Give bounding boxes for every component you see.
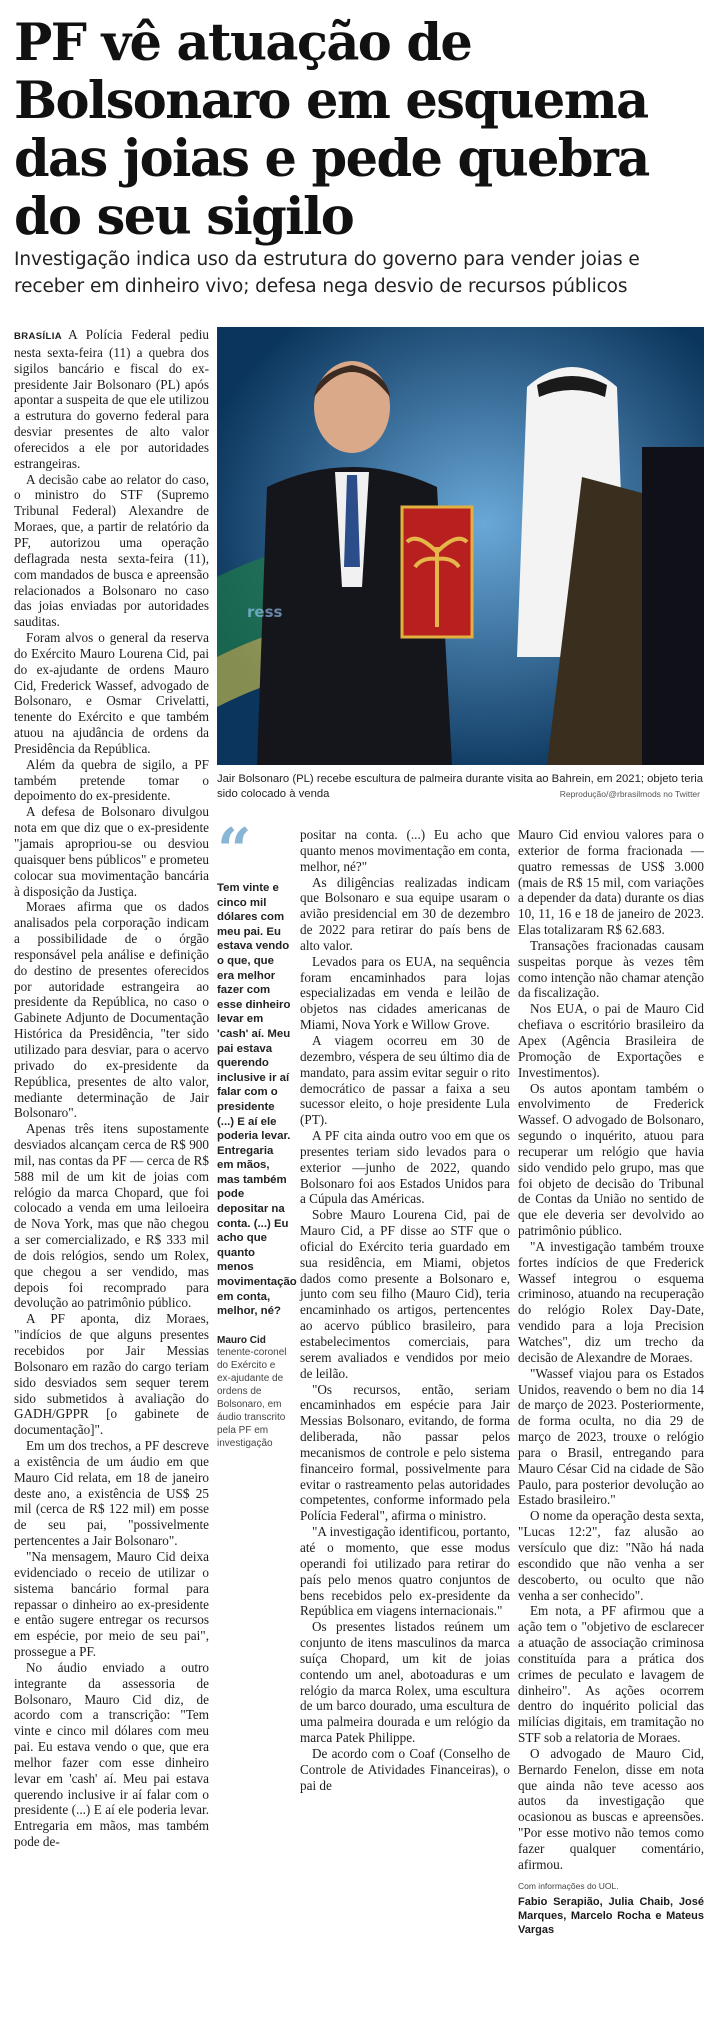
quote-author-role: tenente-coronel do Exército e ex-ajudante de ordens de Bolsonaro, em áudio transcrito pela PF em investigação [217,1346,287,1449]
paragraph: Em um dos trechos, a PF descreve a existência de um áudio em que Mauro Cid relata, em 18 de janeiro deste ano, a existência de US$ 25 mil (cerca de R$ 122 mil) em posse de seu pai, "possivelmente pertencentes a Jair Bolsonaro". [14,1438,209,1549]
quote-text: Tem vinte e cinco mil dólares com meu pai. Eu estava vendo o que, que era melhor fazer com esse dinheiro levar em 'cash' aí. Meu pai estava querendo inclusive ir aí falar com o presidente (...) E aí ele poderia levar. Entregaria em mãos, mas também pode depositar na conta. (...) Eu acho que quanto menos movimentação em conta, melhor, né? [217,882,297,1318]
paragraph: Em nota, a PF afirmou que a ação tem o "objetivo de esclarecer a atuação de associação criminosa constituída para a prática dos crimes de peculato e lavagem de dinheiro". As ações ocorrem dentro do inquérito policial das milícias digitais, em tramitação no STF sob a relatoria de Moraes. [518,1603,704,1746]
paragraph: Os presentes listados reúnem um conjunto de itens masculinos da marca suíça Chopard, um kit de joias contendo um anel, abotoaduras e um relógio da marca Rolex, uma escultura de um barco dourado, uma escultura de uma palmeira dourada e um relógio da marca Patek Philippe. [300,1619,510,1746]
author-byline: Fabio Serapião, Julia Chaib, José Marques, Marcelo Rocha e Mateus Vargas [518,1895,704,1936]
subheadline: Investigação indica uso da estrutura do governo para vender joias e receber em dinheiro vivo; defesa nega desvio de recursos públicos [14,249,640,297]
paragraph: As diligências realizadas indicam que Bolsonaro e sua equipe usaram o avião presidencial em 30 de dezembro de 2022 para retirar do país bens de alto valor. [300,874,510,953]
bahrain-visit-photo [217,327,704,765]
paragraph: BRASÍLIA A Polícia Federal pediu nesta sexta-feira (11) a quebra dos sigilos bancário e fiscal do ex-presidente Jair Bolsonaro (PL) após apontar a suspeita de que ele utilizou a estrutura do governo federal para desviar presentes de alto valor oferecidos a ele por autoridades estrangeiras. [14,327,209,471]
paragraph: Levados para os EUA, na sequência foram encaminhados para lojas especializadas em venda e leilão de objetos nas cidades americanas de Miami, Nova York e Willow Grove. [300,953,510,1033]
paragraph: Apenas três itens supostamente desviados alcançam cerca de R$ 900 mil, nas contas da PF — cerca de R$ 588 mil de um kit de joias com relógio da marca Chopard, que foi colocado a venda em uma leiloeira de Nova York, mas que não chegou a ser comercializado, e R$ 333 mil de dois relógios, sendo um Rolex, que chegou a ser vendido, mas depois foi recomprado para devolução ao patrimônio público. [14,1121,209,1311]
paragraph: Além da quebra de sigilo, a PF também pretende tomar o depoimento do ex-presidente. [14,756,209,804]
paragraph: "Na mensagem, Mauro Cid deixa evidenciado o receio de utilizar o sistema bancário formal para repassar o dinheiro ao ex-presidente e então sugere entregar os recursos em espécie, por meio de seu pai", prossegue a PF. [14,1548,209,1660]
photo-credit: Reprodução/@rbrasilmods no Twitter [559,789,700,799]
paragraph: Moraes afirma que os dados analisados pela corporação indicam a possibilidade de o órgão responsável pela análise e definição do destino de presentes oferecidos por autoridade estrangeira ao presidente da República, no caso o Gabinete Adjunto de Documentação Histórica da Presidência, "ter sido utilizado para desviar, para o acervo privado do ex-presidente da República, presentes de alto valor, mediante determinação de Jair Bolsonaro". [14,899,209,1121]
article-column-2 [300,827,510,1793]
article-column-3 [518,827,704,1937]
dateline: BRASÍLIA [14,331,63,342]
svg-text:ress: ress [247,603,283,621]
paragraph: Mauro Cid enviou valores para o exterior de forma fracionada —quatro remessas de US$ 3.000 (mais de R$ 15 mil, com variações a depender da data) durante os dias 10, 11, 16 e 18 de janeiro de 2023. Elas totalizaram R$ 62.683. [518,827,704,938]
paragraph: A defesa de Bolsonaro divulgou nota em que diz que o ex-presidente "jamais apropriou-se ou desviou quaisquer bens públicos" e prometeu colocar sua movimentação bancária à disposição da Justiça. [14,804,209,899]
paragraph: Transações fracionadas causam suspeitas porque às vezes têm como intenção não chamar atenção da fiscalização. [518,937,704,1001]
paragraph: Nos EUA, o pai de Mauro Cid chefiava o escritório brasileiro da Apex (Agência Brasileira de Promoção de Exportações e Investimentos). [518,1001,704,1080]
paragraph: A PF aponta, diz Moraes, "indícios de que alguns presentes recebidos por Jair Messias Bolsonaro em razão do cargo teriam sido desviados sem sequer terem sido submetidos à avaliação do GADH/GPPR [o gabinete de documentação]". [14,1311,209,1438]
paragraph: "A investigação também trouxe fortes indícios de que Frederick Wassef integrou o esquema criminoso, atuando na recuperação do relógio Rolex Day-Date, vendido para a loja Precision Watches", diz um trecho da decisão de Alexandre de Moraes. [518,1238,704,1365]
paragraph: A PF cita ainda outro voo em que os presentes teriam sido levados para o exterior —junho de 2022, quando Bolsonaro foi aos Estados Unidos para a Cúpula das Américas. [300,1128,510,1207]
paragraph: "Wassef viajou para os Estados Unidos, reavendo o bem no dia 14 de março de 2023. Posteriormente, de forma oculta, no dia 29 de março de 2023, trouxe o relógio para o Brasil, entregando para Mauro César Cid na cidade de São Paulo, para posterior devolução ao Estado brasileiro." [518,1365,704,1508]
headline: PF vê atuação de Bolsonaro em esquema das joias e pede quebra do seu sigilo [14,13,649,247]
quote-author: Mauro Cid [217,1334,266,1346]
photo-caption: Jair Bolsonaro (PL) recebe escultura de palmeira durante visita ao Bahrein, em 2021; objeto teria sido colocado à venda [217,773,704,800]
paragraph: A decisão cabe ao relator do caso, o ministro do STF (Supremo Tribunal Federal) Alexandre de Moraes, que, a partir de relatório da PF, autorizou uma operação deflagrada nesta sexta-feira (11), com mandados de busca e apreensão relacionados a Bolsonaro no caso das joias enviadas por autoridades sauditas. [14,471,209,630]
paragraph: Sobre Mauro Lourena Cid, pai de Mauro Cid, a PF disse ao STF que o oficial do Exército teria guardado em sua residência, em Miami, objetos dados como presente a Bolsonaro e, junto com seu filho (Mauro Cid), teria encaminhado os artigos, pertencentes ao acervo público brasileiro, para estabelecimentos comerciais, para serem avaliados e vendidos por meio de leilão. [300,1207,510,1381]
credits-note: Com informações do UOL. [518,1880,619,1891]
paragraph: A viagem ocorreu em 30 de dezembro, véspera de seu último dia de mandato, para assim evitar seguir o rito democrático de passar a faixa a seu sucessor eleito, o hoje presidente Lula (PT). [300,1032,510,1128]
quote-mark-icon: “ [217,816,252,886]
paragraph: Os autos apontam também o envolvimento de Frederick Wassef. O advogado de Bolsonaro, segundo o inquérito, atuou para recuperar um relógio que havia sido vendido pelo grupo, mas que foi objeto de decisão do Tribunal de Contas da União no sentido de que ele deveria ser devolvido ao patrimônio público. [518,1080,704,1239]
news-photo [217,327,704,765]
paragraph: O advogado de Mauro Cid, Bernardo Fenelon, disse em nota que ainda não teve acesso aos autos da investigação que ocasionou as buscas e apreensões. "Por esse motivo não temos como fazer qualquer comentário, afirmou. [518,1745,704,1872]
paragraph: "Os recursos, então, seriam encaminhados em espécie para Jair Messias Bolsonaro, evitando, de forma deliberada, não passar pelos mecanismos de controle e pelo sistema financeiro formal, possivelmente para evitar o rastreamento pelas autoridades competentes, conforme informado pela Polícia Federal", afirma o ministro. [300,1381,510,1524]
pull-quote [217,816,297,1450]
paragraph: "A investigação identificou, portanto, até o momento, que esse modus operandi foi utilizado para retirar do país pelo menos quatro conjuntos de bens recebidos pelo ex-presidente da República em viagens internacionais." [300,1524,510,1619]
article-column-1 [14,327,209,1850]
paragraph: De acordo com o Coaf (Conselho de Controle de Atividades Financeiras), o pai de [300,1745,510,1793]
paragraph: Foram alvos o general da reserva do Exército Mauro Lourena Cid, pai do ex-ajudante de ordens Mauro Cid, Frederick Wassef, advogado de Bolsonaro, e Osmar Crivelatti, tenente do Exército e que também atuou na ajudância de ordens da Presidência da República. [14,630,209,756]
paragraph: O nome da operação desta sexta, "Lucas 12:2", faz alusão ao versículo que diz: "Não há nada escondido que não venha a ser descoberto, ou oculto que não venha a ser conhecido". [518,1508,704,1603]
paragraph: positar na conta. (...) Eu acho que quanto menos movimentação em conta, melhor, né?" [300,827,510,874]
paragraph: No áudio enviado a outro integrante da assessoria de Bolsonaro, Mauro Cid diz, de acordo com a transcrição: "Tem vinte e cinco mil dólares com meu pai. Eu estava vendo o que, que era melhor fazer com esse dinheiro levar em 'cash' aí. Meu pai estava querendo inclusive ir aí falar com o presidente (...) E aí ele poderia levar. Entregaria em mãos, mas também pode de- [14,1659,209,1850]
